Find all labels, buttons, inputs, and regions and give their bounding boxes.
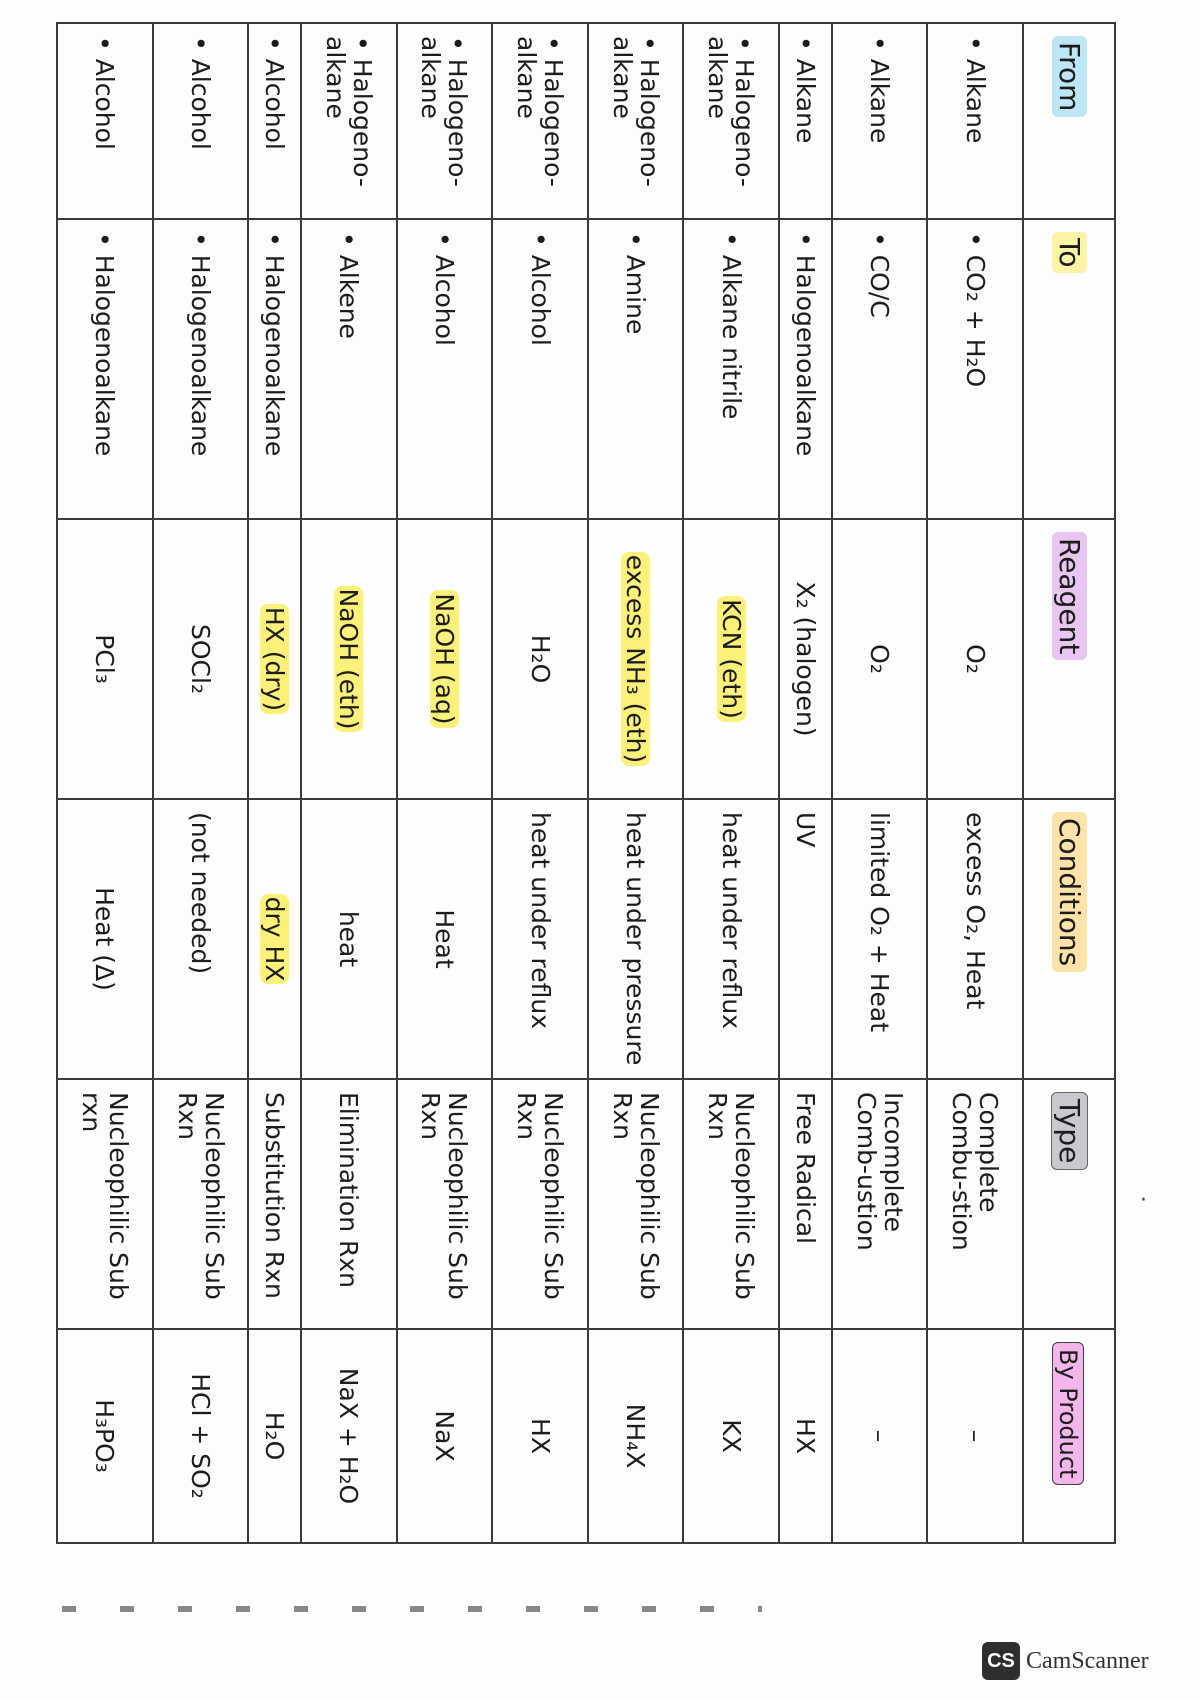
- cell-byproduct: NaX: [397, 1329, 493, 1543]
- cell-type: Nucleophilic Sub Rxn: [153, 1079, 249, 1329]
- table-row: [683, 23, 779, 1543]
- cell-to: • Amine: [588, 219, 684, 519]
- table-row: [248, 23, 301, 1543]
- cell-byproduct: NH₄X: [588, 1329, 684, 1543]
- reagent-highlight: NaOH (aq): [430, 590, 459, 727]
- cell-to: • Halogenoalkane: [248, 219, 301, 519]
- table-row: [492, 23, 588, 1543]
- cell-reagent: PCl₃: [57, 519, 153, 799]
- stray-mark: ·: [1140, 1188, 1147, 1213]
- cell-from: • Halogeno-alkane: [492, 23, 588, 219]
- table-row: [57, 23, 153, 1543]
- cell-type: Nucleophilic Sub Rxn: [683, 1079, 779, 1329]
- header-type: Type: [1023, 1079, 1115, 1329]
- cell-to: • Alcohol: [492, 219, 588, 519]
- scan-edge-marks: [62, 1606, 762, 1612]
- cell-byproduct: HCl + SO₂: [153, 1329, 249, 1543]
- cell-to: • Halogenoalkane: [57, 219, 153, 519]
- cell-from: • Alcohol: [153, 23, 249, 219]
- reagent-highlight: HX (dry): [260, 604, 289, 714]
- rotated-table-wrapper: [56, 22, 1116, 1542]
- cell-to: • Halogenoalkane: [153, 219, 249, 519]
- cell-from: • Alkane: [779, 23, 832, 219]
- cell-type: Free Radical: [779, 1079, 832, 1329]
- cell-from: • Halogeno-alkane: [588, 23, 684, 219]
- cell-type: Elimination Rxn: [301, 1079, 397, 1329]
- cell-conditions: heat: [301, 799, 397, 1079]
- cell-to: • Alcohol: [397, 219, 493, 519]
- cell-conditions: [248, 799, 301, 1079]
- table-row: [301, 23, 397, 1543]
- table-row: [832, 23, 928, 1543]
- cell-byproduct: H₃PO₃: [57, 1329, 153, 1543]
- cell-type: Nucleophilic Sub Rxn: [397, 1079, 493, 1329]
- cell-conditions: limited O₂ + Heat: [832, 799, 928, 1079]
- reagent-highlight: excess NH₃ (eth): [621, 552, 650, 766]
- cell-conditions: heat under reflux: [492, 799, 588, 1079]
- cell-byproduct: –: [832, 1329, 928, 1543]
- header-byproduct: By Product: [1023, 1329, 1115, 1543]
- cell-type: Nucleophilic Sub rxn: [57, 1079, 153, 1329]
- table-row: [779, 23, 832, 1543]
- cell-reagent: [779, 519, 832, 799]
- reagent-highlight: NaOH (eth): [334, 586, 363, 733]
- cell-conditions: heat under reflux: [683, 799, 779, 1079]
- cell-type: Incomplete Comb-ustion: [832, 1079, 928, 1329]
- cell-conditions: heat under pressure: [588, 799, 684, 1079]
- cell-conditions: Heat (Δ): [57, 799, 153, 1079]
- cell-byproduct: –: [927, 1329, 1023, 1543]
- reagent-highlight: KCN (eth): [717, 596, 746, 722]
- cell-conditions: Heat: [397, 799, 493, 1079]
- cell-byproduct: KX: [683, 1329, 779, 1543]
- table-row: [927, 23, 1023, 1543]
- cell-byproduct: H₂O: [248, 1329, 301, 1543]
- cell-reagent: H₂O: [492, 519, 588, 799]
- cell-reagent: [683, 519, 779, 799]
- cell-to: • CO₂ + H₂O: [927, 219, 1023, 519]
- reagent-text: X₂ (halogen): [790, 581, 820, 737]
- cell-conditions: UV: [779, 799, 832, 1079]
- cell-from: • Halogeno-alkane: [301, 23, 397, 219]
- cell-reagent: [301, 519, 397, 799]
- cell-from: • Alcohol: [57, 23, 153, 219]
- header-reagent: Reagent: [1023, 519, 1115, 799]
- table-row: [153, 23, 249, 1543]
- cell-type: Substitution Rxn: [248, 1079, 301, 1329]
- cell-conditions: (not needed): [153, 799, 249, 1079]
- cell-reagent: O₂: [927, 519, 1023, 799]
- cell-reagent: SOCl₂: [153, 519, 249, 799]
- reactions-table: [56, 22, 1116, 1544]
- cell-reagent: O₂: [832, 519, 928, 799]
- cell-from: • Alcohol: [248, 23, 301, 219]
- header-row: [1023, 23, 1115, 1543]
- table-row: [397, 23, 493, 1543]
- table-row: [588, 23, 684, 1543]
- cell-to: • CO/C: [832, 219, 928, 519]
- cell-byproduct: HX: [492, 1329, 588, 1543]
- cell-reagent: [397, 519, 493, 799]
- cell-conditions: excess O₂, Heat: [927, 799, 1023, 1079]
- camscanner-text: CamScanner: [1026, 1647, 1149, 1674]
- cell-type: Complete Combu-stion: [927, 1079, 1023, 1329]
- camscanner-logo-icon: CS: [982, 1642, 1020, 1680]
- cell-reagent: [248, 519, 301, 799]
- header-from: From: [1023, 23, 1115, 219]
- cell-to: • Alkene: [301, 219, 397, 519]
- conditions-highlight: dry HX: [260, 894, 289, 985]
- cell-type: Nucleophilic Sub Rxn: [588, 1079, 684, 1329]
- cell-from: • Alkane: [832, 23, 928, 219]
- cell-byproduct: NaX + H₂O: [301, 1329, 397, 1543]
- cell-from: • Halogeno-alkane: [683, 23, 779, 219]
- cell-reagent: [588, 519, 684, 799]
- cell-type: Nucleophilic Sub Rxn: [492, 1079, 588, 1329]
- header-conditions: Conditions: [1023, 799, 1115, 1079]
- cell-to: • Halogenoalkane: [779, 219, 832, 519]
- cell-from: • Alkane: [927, 23, 1023, 219]
- cell-to: • Alkane nitrile: [683, 219, 779, 519]
- camscanner-watermark: [982, 1640, 1149, 1682]
- cell-byproduct: HX: [779, 1329, 832, 1543]
- header-to: To: [1023, 219, 1115, 519]
- cell-from: • Halogeno-alkane: [397, 23, 493, 219]
